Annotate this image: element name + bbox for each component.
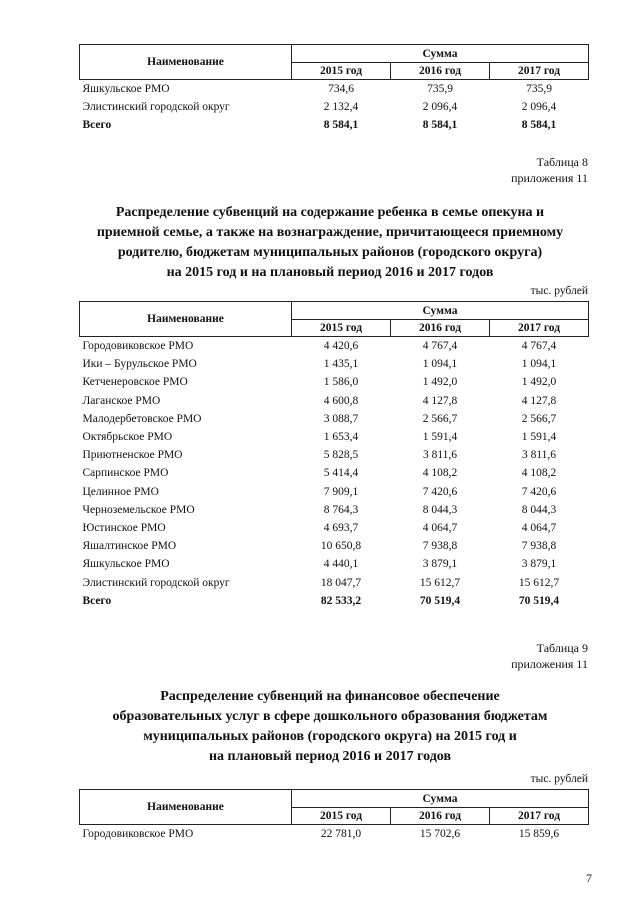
- caption-line: Таблица 9: [536, 641, 588, 655]
- cell-2015: 22 781,0: [320, 828, 362, 841]
- column-header-name: Наименование: [80, 790, 292, 825]
- row-name: Черноземельское РМО: [82, 503, 195, 516]
- cell-2017: 735,9: [526, 83, 552, 96]
- table-8: [79, 301, 589, 610]
- row-name: Яшкульское РМО: [82, 83, 170, 96]
- table-9: [79, 789, 589, 843]
- cell-2015: 18 047,7: [320, 576, 362, 589]
- table-row: [80, 446, 589, 464]
- table-8-title: [60, 203, 600, 283]
- row-name: Всего: [82, 594, 112, 607]
- row-name: Сарпинское РМО: [82, 467, 169, 480]
- cell-2016: 15 702,6: [419, 828, 461, 841]
- cell-2015: 734,6: [328, 83, 354, 96]
- column-header-year: 2016 год: [391, 808, 490, 825]
- row-name: Элистинский городской округ: [82, 576, 230, 589]
- cell-2016: 8 584,1: [422, 119, 458, 132]
- row-name: Лаганское РМО: [82, 394, 161, 407]
- table-row: [80, 428, 589, 446]
- cell-2017: 4 127,8: [521, 394, 557, 407]
- column-header-sum: Сумма: [292, 790, 589, 808]
- table-9-title: [60, 687, 600, 767]
- cell-2015: 1 586,0: [323, 376, 359, 389]
- cell-2017: 4 064,7: [521, 521, 557, 534]
- cell-2017: 3 879,1: [521, 558, 557, 571]
- cell-2017: 1 094,1: [521, 358, 557, 371]
- caption-line: приложения 11: [511, 171, 588, 185]
- cell-2015: 7 909,1: [323, 485, 359, 498]
- cell-2017: 3 811,6: [521, 449, 557, 462]
- title-line: Распределение субвенций на содержание ребенка в семье опекуна и: [115, 205, 545, 220]
- cell-2016: 7 938,8: [422, 540, 458, 553]
- table-row: [80, 501, 589, 519]
- total-row: [80, 116, 589, 134]
- cell-2017: 7 420,6: [521, 485, 557, 498]
- cell-2017: 8 584,1: [521, 119, 557, 132]
- cell-2017: 4 767,4: [521, 340, 557, 353]
- table-row: [80, 98, 589, 116]
- table-9-caption: [511, 640, 588, 672]
- cell-2015: 8 764,3: [323, 503, 359, 516]
- table-row: [80, 392, 589, 410]
- row-name: Яшкульское РМО: [82, 558, 170, 571]
- table-row: [80, 355, 589, 373]
- unit-label: тыс. рублей: [530, 773, 588, 785]
- table-8-caption: [511, 154, 588, 186]
- cell-2015: 10 650,8: [320, 540, 362, 553]
- cell-2016: 4 767,4: [422, 340, 458, 353]
- unit-label: тыс. рублей: [530, 285, 588, 297]
- cell-2015: 3 088,7: [323, 412, 359, 425]
- page-number: 7: [586, 871, 592, 885]
- cell-2015: 4 440,1: [323, 558, 359, 571]
- title-line: приемной семье, а также на вознаграждение, причитающееся приемному: [96, 225, 564, 240]
- cell-2017: 70 519,4: [518, 594, 560, 607]
- cell-2016: 8 044,3: [422, 503, 458, 516]
- cell-2017: 15 859,6: [518, 828, 560, 841]
- table-row: [80, 825, 589, 844]
- column-header-name: Наименование: [80, 45, 292, 80]
- title-line: Распределение субвенций на финансовое обеспечение: [160, 689, 500, 704]
- row-name: Приютненское РМО: [82, 449, 183, 462]
- cell-2016: 15 612,7: [419, 576, 461, 589]
- row-name: Ики – Бурульское РМО: [82, 358, 197, 371]
- cell-2015: 4 420,6: [323, 340, 359, 353]
- cell-2016: 70 519,4: [419, 594, 461, 607]
- cell-2016: 1 591,4: [422, 431, 458, 444]
- cell-2016: 3 879,1: [422, 558, 458, 571]
- column-header-year: 2015 год: [292, 808, 391, 825]
- cell-2016: 735,9: [427, 83, 453, 96]
- cell-2016: 1 492,0: [422, 376, 458, 389]
- cell-2016: 4 064,7: [422, 521, 458, 534]
- cell-2017: 8 044,3: [521, 503, 557, 516]
- table-row: [80, 337, 589, 356]
- column-header-sum: Сумма: [292, 45, 589, 63]
- cell-2015: 8 584,1: [323, 119, 359, 132]
- title-line: на плановый период 2016 и 2017 годов: [208, 749, 452, 764]
- table-row: [80, 464, 589, 482]
- title-line: образовательных услуг в сфере дошкольного образования бюджетам: [112, 709, 548, 724]
- title-line: родителю, бюджетам муниципальных районов (городского округа): [117, 245, 543, 260]
- row-name: Всего: [82, 119, 112, 132]
- cell-2017: 1 492,0: [521, 376, 557, 389]
- caption-line: приложения 11: [511, 657, 588, 671]
- table-row: [80, 555, 589, 573]
- row-name: Целинное РМО: [82, 485, 159, 498]
- title-line: муниципальных районов (городского округа) на 2015 год и: [143, 729, 517, 744]
- cell-2016: 3 811,6: [422, 449, 458, 462]
- cell-2015: 4 600,8: [323, 394, 359, 407]
- cell-2015: 1 653,4: [323, 431, 359, 444]
- row-name: Малодербетовское РМО: [82, 412, 202, 425]
- table-row: [80, 519, 589, 537]
- cell-2016: 1 094,1: [422, 358, 458, 371]
- column-header-sum: Сумма: [292, 302, 589, 320]
- row-name: Городовиковское РМО: [82, 828, 194, 841]
- table-row: [80, 573, 589, 591]
- cell-2016: 7 420,6: [422, 485, 458, 498]
- row-name: Элистинский городской округ: [82, 101, 230, 114]
- cell-2016: 2 096,4: [422, 101, 458, 114]
- cell-2017: 7 938,8: [521, 540, 557, 553]
- column-header-year: 2017 год: [490, 63, 589, 80]
- cell-2015: 5 828,5: [323, 449, 359, 462]
- cell-2015: 4 693,7: [323, 521, 359, 534]
- cell-2015: 82 533,2: [320, 594, 362, 607]
- column-header-year: 2015 год: [292, 320, 391, 337]
- cell-2017: 15 612,7: [518, 576, 560, 589]
- table-row: [80, 483, 589, 501]
- cell-2016: 4 108,2: [422, 467, 458, 480]
- table-row: [80, 373, 589, 391]
- row-name: Городовиковское РМО: [82, 340, 194, 353]
- table-7: [79, 44, 589, 135]
- caption-line: Таблица 8: [536, 155, 588, 169]
- row-name: Октябрьское РМО: [82, 431, 173, 444]
- row-name: Юстинское РМО: [82, 521, 166, 534]
- cell-2015: 1 435,1: [323, 358, 359, 371]
- column-header-year: 2016 год: [391, 63, 490, 80]
- cell-2015: 2 132,4: [323, 101, 359, 114]
- table-row: [80, 80, 589, 99]
- table-row: [80, 410, 589, 428]
- cell-2017: 4 108,2: [521, 467, 557, 480]
- cell-2016: 2 566,7: [422, 412, 458, 425]
- table-row: [80, 537, 589, 555]
- column-header-year: 2017 год: [490, 808, 589, 825]
- title-line: на 2015 год и на плановый период 2016 и 2017 годов: [166, 265, 494, 280]
- column-header-year: 2015 год: [292, 63, 391, 80]
- cell-2017: 2 566,7: [521, 412, 557, 425]
- column-header-year: 2017 год: [490, 320, 589, 337]
- row-name: Яшалтинское РМО: [82, 540, 177, 553]
- cell-2016: 4 127,8: [422, 394, 458, 407]
- column-header-year: 2016 год: [391, 320, 490, 337]
- cell-2015: 5 414,4: [323, 467, 359, 480]
- row-name: Кетченеровское РМО: [82, 376, 188, 389]
- cell-2017: 2 096,4: [521, 101, 557, 114]
- cell-2017: 1 591,4: [521, 431, 557, 444]
- column-header-name: Наименование: [80, 302, 292, 337]
- total-row: [80, 592, 589, 610]
